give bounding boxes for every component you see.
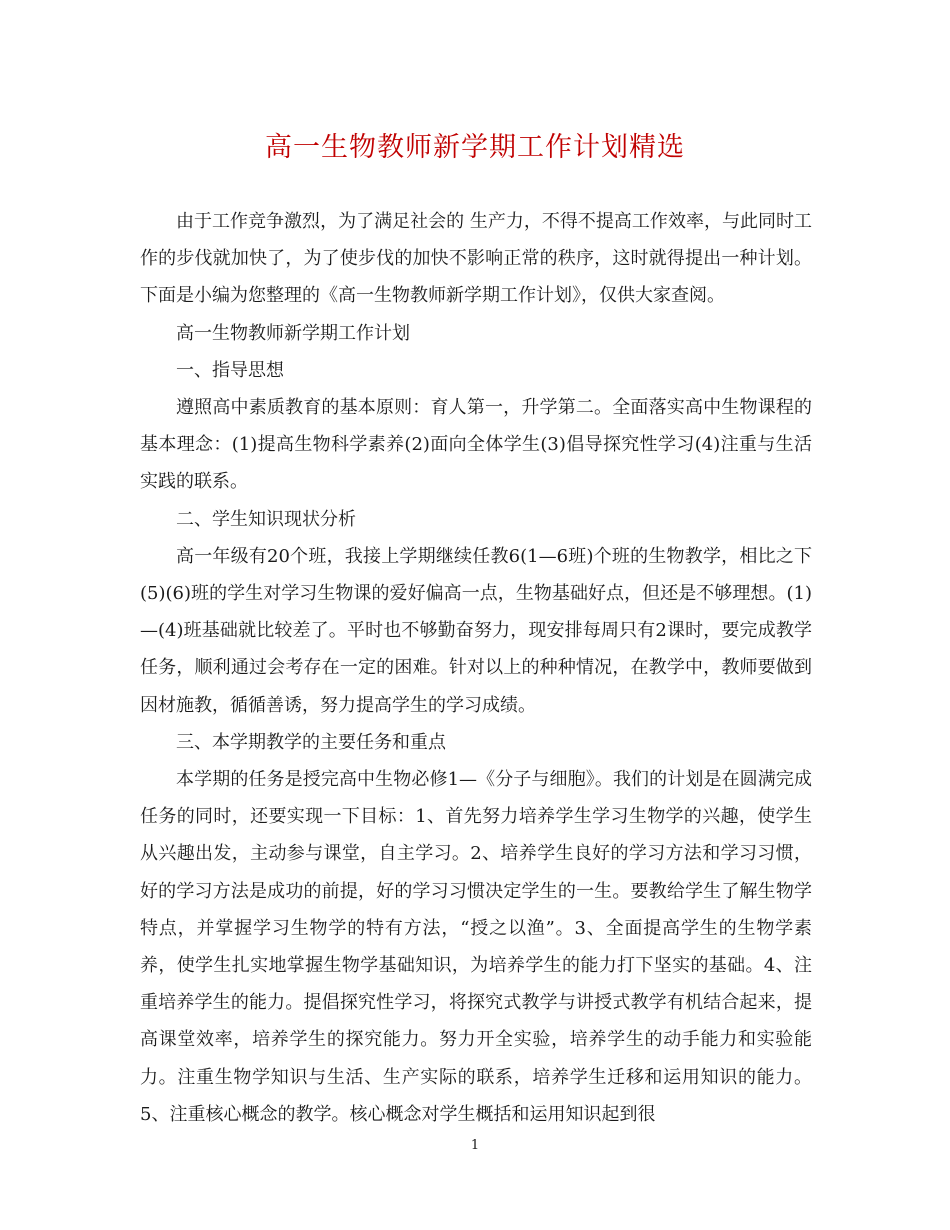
- subtitle-paragraph: 高一生物教师新学期工作计划: [176, 322, 410, 344]
- paragraph-main-tasks: 本学期的任务是授完高中生物必修1—《分子与细胞》。我们的计划是在圆满完成任务的同时，还要实现一下目标：1、首先努力培养学生学习生物学的兴趣，使学生从兴趣出发，主动参与课堂，自主学习。2、培养学生良好的学习方法和学习习惯，好的学习方法是成功的前提，好的学习习惯决定学生的一生。要教给学生了解生物学特点，并掌握学习生物学的特有方法，“授之以渔”。3、全面提高学生的生物学素养，使学生扎实地掌握生物学基础知识，为培养学生的能力打下坚实的基础。4、注重培养学生的能力。提倡探究性学习，将探究式教学与讲授式教学有机结合起来，提高课堂效率，培养学生的探究能力。努力开全实验，培养学生的动手能力和实验能力。注重生物学知识与生活、生产实际的联系，培养学生迁移和运用知识的能力。5、注重核心概念的教学。核心概念对学生概括和运用知识起到很: [140, 769, 812, 1125]
- section-heading-main-tasks: 三、本学期教学的主要任务和重点: [176, 731, 446, 753]
- paragraph-student-analysis: 高一年级有20个班，我接上学期继续任教6(1—6班)个班的生物教学，相比之下(5)(6)班的学生对学习生物课的爱好偏高一点，生物基础好点，但还是不够理想。(1)—(4)班基础就比较差了。平时也不够勤奋努力，现安排每周只有2课时，要完成教学任务，顺利通过会考存在一定的困难。针对以上的种种情况，在教学中，教师要做到因材施教，循循善诱，努力提高学生的学习成绩。: [140, 545, 812, 716]
- paragraph-guiding-ideology: 遵照高中素质教育的基本原则：育人第一，升学第二。全面落实高中生物课程的基本理念：(1)提高生物科学素养(2)面向全体学生(3)倡导探究性学习(4)注重与生活实践的联系。: [140, 397, 812, 493]
- section-heading-guiding-ideology: 一、指导思想: [176, 359, 284, 381]
- intro-paragraph: 由于工作竞争激烈，为了满足社会的 生产力，不得不提高工作效率，与此同时工作的步伐就加快了，为了使步伐的加快不影响正常的秩序，这时就得提出一种计划。下面是小编为您整理的《高一生物教师新学期工作计划》，仅供大家查阅。: [140, 211, 812, 307]
- page-number: 1: [470, 1138, 480, 1153]
- document-body: [140, 203, 812, 1133]
- section-heading-student-analysis: 二、学生知识现状分析: [176, 508, 356, 530]
- document-title: 高一生物教师新学期工作计划精选: [265, 132, 685, 163]
